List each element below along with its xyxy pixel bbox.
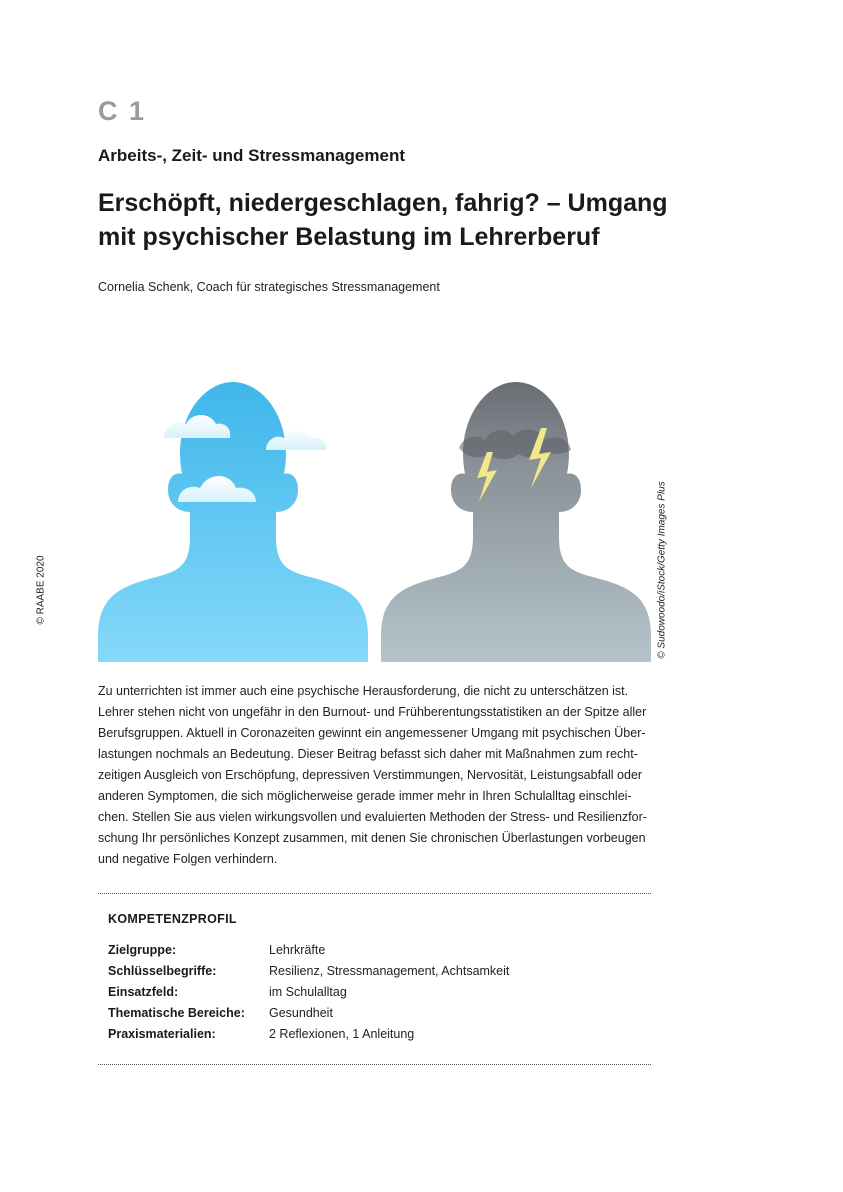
title-line-1: Erschöpft, niedergeschlagen, fahrig? – Umgang xyxy=(98,189,668,217)
intro-line: lastungen nochmals an Bedeutung. Dieser Beitrag befasst sich daher mit Maßnahmen zum recht- xyxy=(98,747,638,761)
profile-value: Lehrkräfte xyxy=(269,943,326,957)
profile-value: im Schulalltag xyxy=(269,985,347,999)
profile-label: Praxismaterialien: xyxy=(108,1027,216,1041)
author-line: Cornelia Schenk, Coach für strategisches Stressmanagement xyxy=(98,280,440,294)
title-line-2: mit psychischer Belastung im Lehrerberuf xyxy=(98,223,600,251)
intro-line: Lehrer stehen nicht von ungefähr in den Burnout- und Frühberentungsstatistiken an der Spitze aller xyxy=(98,705,647,719)
page-title xyxy=(98,186,668,254)
profile-label: Thematische Bereiche: xyxy=(108,1006,245,1020)
intro-line: zeitigen Ausgleich von Erschöpfung, depressiven Verstimmungen, Nervosität, Leistungsabfall oder xyxy=(98,768,643,782)
image-credit: © Sudowoodo/iStock/Getty Images Plus xyxy=(656,481,668,659)
profile-heading: KOMPETENZPROFIL xyxy=(108,912,237,926)
profile-value: 2 Reflexionen, 1 Anleitung xyxy=(269,1027,415,1041)
profile-label: Einsatzfeld: xyxy=(108,985,179,999)
section-heading: Arbeits-, Zeit- und Stressmanagement xyxy=(98,146,406,165)
intro-line: und negative Folgen verhindern. xyxy=(98,852,278,866)
profile-row-praxismaterialien xyxy=(108,1024,648,1045)
top-divider xyxy=(98,893,651,894)
profile-label: Schlüsselbegriffe: xyxy=(108,964,217,978)
stormy-head-icon xyxy=(381,382,651,662)
chapter-label: C 1 xyxy=(98,96,147,126)
profile-value: Gesundheit xyxy=(269,1006,333,1020)
intro-line: Zu unterrichten ist immer auch eine psychische Herausforderung, die nicht zu unterschätzen ist. xyxy=(98,684,629,698)
profile-row-thematische-bereiche xyxy=(108,1003,648,1024)
calm-head-icon xyxy=(98,382,368,662)
intro-line: Berufsgruppen. Aktuell in Coronazeiten gewinnt ein angemessener Umgang mit psychischen Über- xyxy=(98,726,646,740)
profile-label: Zielgruppe: xyxy=(108,943,177,957)
profile-row-schluesselbegriffe xyxy=(108,961,648,982)
head-illustration xyxy=(98,378,653,662)
bottom-divider xyxy=(98,1064,651,1065)
intro-paragraph xyxy=(98,681,651,870)
intro-line: chen. Stellen Sie aus vielen wirkungsvollen und evaluierten Methoden der Stress- und Resilienzfor- xyxy=(98,810,647,824)
profile-value: Resilienz, Stressmanagement, Achtsamkeit xyxy=(269,964,510,978)
intro-line: schung Ihr persönliches Konzept zusammen, mit denen Sie chronischen Überlastungen vorbeugen xyxy=(98,831,646,845)
copyright-note: © RAABE 2020 xyxy=(35,555,47,625)
profile-row-zielgruppe xyxy=(108,940,648,961)
profile-row-einsatzfeld xyxy=(108,982,648,1003)
intro-line: anderen Symptomen, die sich möglicherweise gerade immer mehr in Ihren Schulalltag einschlei- xyxy=(98,789,632,803)
